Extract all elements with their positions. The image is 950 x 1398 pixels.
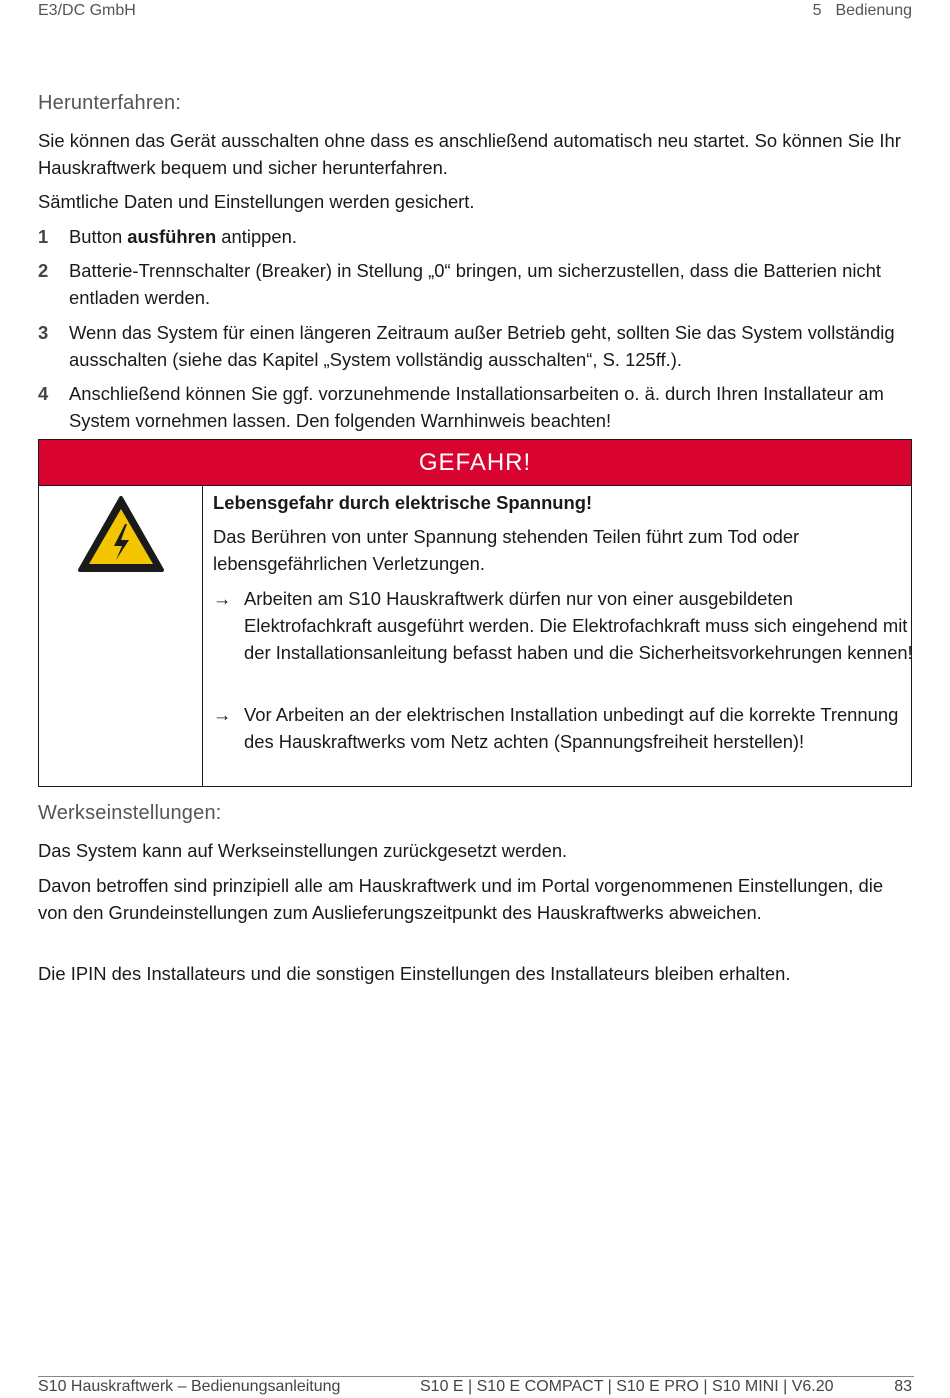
arrow-right-icon: →: [213, 704, 232, 725]
step-item: [38, 319, 916, 373]
step-item: [38, 380, 916, 434]
instruction-text: Arbeiten am S10 Hauskraftwerk dürfen nur von einer ausgebildeten Elektrofachkraft ausgeführt werden. Die Elektrofachkraft muss sich eingehend mit der Installationsanleitung befasst haben und die Sicherheitsvorkehrungen kennen!: [244, 588, 913, 663]
header-chapter-number: 5: [812, 2, 822, 19]
step-item: [38, 257, 916, 311]
arrow-right-icon: →: [213, 588, 232, 609]
paragraph: Die IPIN des Installateurs und die sonstigen Einstellungen des Installateurs bleiben erhalten.: [38, 963, 791, 984]
step-text: Button ausführen antippen.: [69, 226, 297, 247]
instruction-text: Vor Arbeiten an der elektrischen Installation unbedingt auf die korrekte Trennung des Hauskraftwerks vom Netz achten (Spannungsfreiheit herstellen)!: [244, 704, 899, 752]
paragraph: Sämtliche Daten und Einstellungen werden gesichert.: [38, 191, 475, 212]
danger-instruction: [213, 585, 913, 666]
danger-content: [203, 486, 911, 786]
paragraph: Davon betroffen sind prinzipiell alle am Hauskraftwerk und im Portal vorgenommenen Einstellungen, die von den Grundeinstellungen zum Auslieferungszeitpunkt des Hauskraftwerks abweichen.: [38, 875, 884, 923]
step-number: 3: [38, 322, 49, 343]
paragraph: Sie können das Gerät ausschalten ohne dass es anschließend automatisch neu startet. So können Sie Ihr Hauskraftwerk bequem und sicher herunterfahren.: [38, 130, 901, 178]
step-number: 4: [38, 383, 49, 404]
section-heading-shutdown: Herunterfahren:: [38, 92, 182, 114]
section-heading-factory-settings: Werkseinstellungen:: [38, 802, 222, 824]
step-number: 1: [38, 226, 49, 247]
page-number: 83: [894, 1378, 912, 1395]
button-name: ausführen: [127, 226, 217, 247]
header-company: E3/DC GmbH: [38, 2, 136, 19]
danger-notice: [38, 439, 912, 787]
danger-description: Das Berühren von unter Spannung stehenden Teilen führt zum Tod oder lebensgefährlichen Verletzungen.: [213, 526, 800, 574]
step-item: [38, 223, 916, 250]
danger-title: GEFAHR!: [39, 440, 911, 486]
footer-models: S10 E | S10 E COMPACT | S10 E PRO | S10 MINI | V6.20: [420, 1378, 834, 1395]
danger-headline: Lebensgefahr durch elektrische Spannung!: [213, 492, 593, 513]
step-number: 2: [38, 260, 49, 281]
danger-icon-cell: [39, 486, 203, 786]
footer-doc-title: S10 Hauskraftwerk – Bedienungsanleitung: [38, 1378, 341, 1395]
footer-divider: [38, 1376, 914, 1377]
header-chapter: [813, 2, 912, 20]
step-text: Wenn das System für einen längeren Zeitraum außer Betrieb geht, sollten Sie das System vollständig ausschalten (siehe das Kapitel „System vollständig ausschalten“, S. 125ff.).: [69, 322, 895, 370]
step-text: Batterie-Trennschalter (Breaker) in Stellung „0“ bringen, um sicherzustellen, dass die Batterien nicht entladen werden.: [69, 260, 881, 308]
header-chapter-title: Bedienung: [835, 2, 912, 19]
step-text: Anschließend können Sie ggf. vorzunehmende Installationsarbeiten o. ä. durch Ihren Installateur am System vornehmen lassen. Den folgenden Warnhinweis beachten!: [69, 383, 884, 431]
electrical-hazard-warning-icon: [77, 495, 165, 573]
danger-instruction: [213, 701, 913, 755]
paragraph: Das System kann auf Werkseinstellungen zurückgesetzt werden.: [38, 840, 568, 861]
